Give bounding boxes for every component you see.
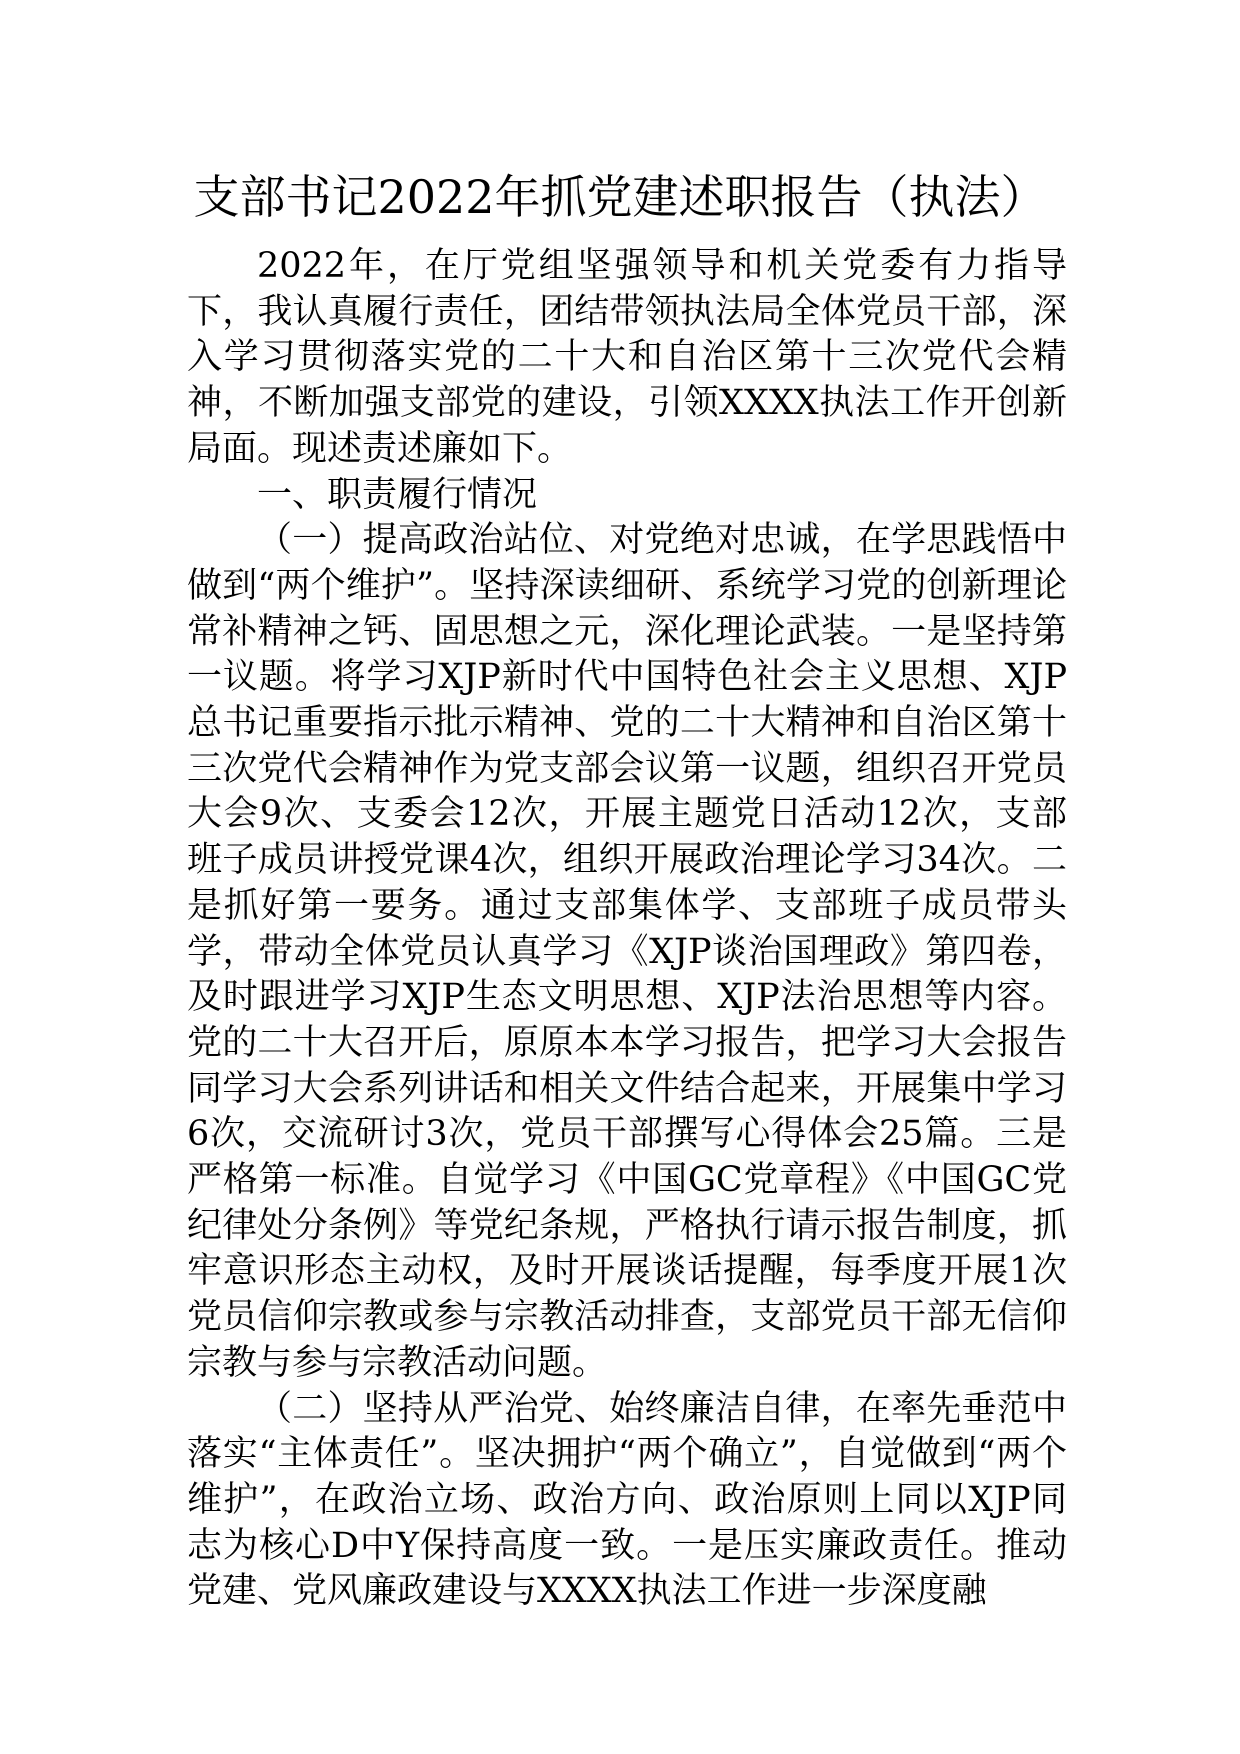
document-body: [187, 244, 1067, 1615]
document-title: 支部书记2022年抓党建述职报告（执法）: [193, 170, 1047, 224]
paragraph-section-2: （二）坚持从严治党、始终廉洁自律，在率先垂范中落实“主体责任”。坚决拥护“两个确立”，自觉做到“两个维护”，在政治立场、政治方向、政治原则上同以XJP同志为核心D中Y保持高度一致。一是压实廉政责任。推动党建、党风廉政建设与XXXX执法工作进一步深度融: [187, 1388, 1067, 1612]
paragraph-section-1: （一）提高政治站位、对党绝对忠诚，在学思践悟中做到“两个维护”。坚持深读细研、系统学习党的创新理论常补精神之钙、固思想之元，深化理论武装。一是坚持第一议题。将学习XJP新时代中国特色社会主义思想、XJP总书记重要指示批示精神、党的二十大精神和自治区第十三次党代会精神作为党支部会议第一议题，组织召开党员大会9次、支委会12次，开展主题党日活动12次，支部班子成员讲授党课4次，组织开展政治理论学习34次。二是抓好第一要务。通过支部集体学、支部班子成员带头学，带动全体党员认真学习《XJP谈治国理政》第四卷，及时跟进学习XJP生态文明思想、XJP法治思想等内容。党的二十大召开后，原原本本学习报告，把学习大会报告同学习大会系列讲话和相关文件结合起来，开展集中学习6次，交流研讨3次，党员干部撰写心得体会25篇。三是严格第一标准。自觉学习《中国GC党章程》《中国GC党纪律处分条例》等党纪条规，严格执行请示报告制度，抓牢意识形态主动权，及时开展谈话提醒，每季度开展1次党员信仰宗教或参与宗教活动排查，支部党员干部无信仰宗教与参与宗教活动问题。: [187, 520, 1067, 1383]
section-heading: 一、职责履行情况: [257, 474, 538, 515]
paragraph-intro: 2022年，在厅党组坚强领导和机关党委有力指导下，我认真履行责任，团结带领执法局全体党员干部，深入学习贯彻落实党的二十大和自治区第十三次党代会精神，不断加强支部党的建设，引领XXXX执法工作开创新局面。现述责述廉如下。: [187, 246, 1067, 469]
